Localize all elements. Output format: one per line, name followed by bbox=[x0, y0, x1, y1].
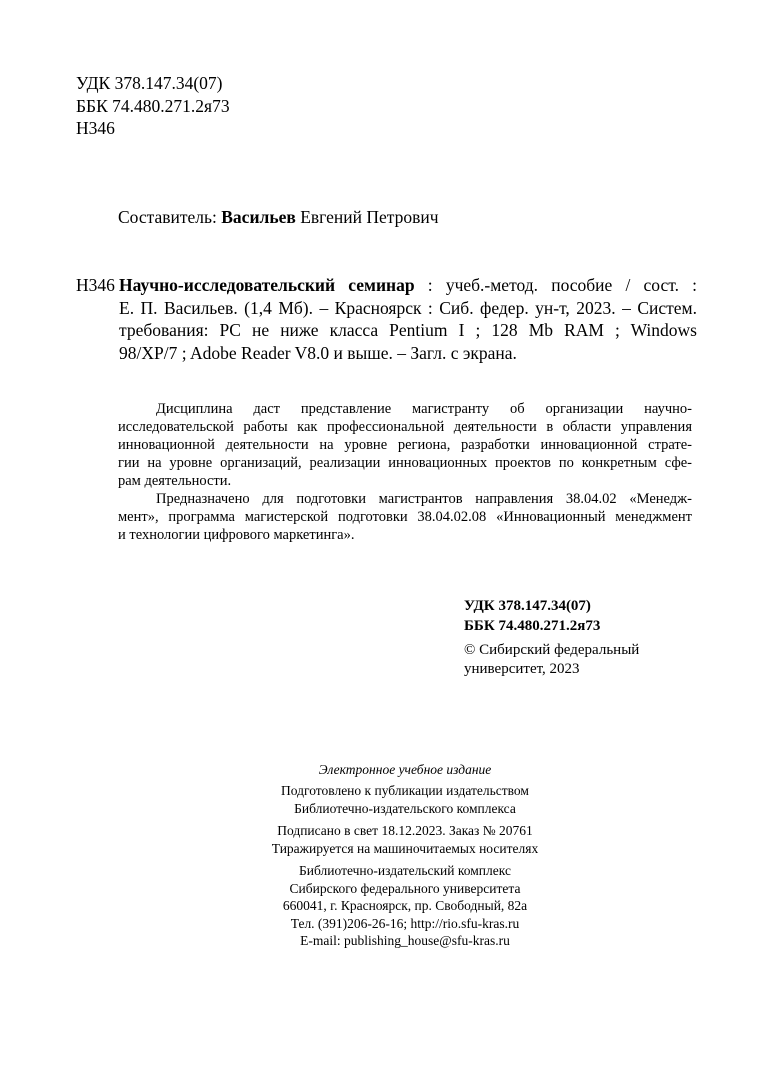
biblio-line-2: Е. П. Васильев. (1,4 Мб). – Красноярск : Сиб. федер. ун-т, 2023. – Систем. bbox=[119, 297, 697, 318]
biblio-line-3: требования: PC не ниже класса Pentium I ; 128 Mb RAM ; Windows bbox=[119, 320, 697, 340]
annotation-line: Дисциплина даст представление магистранту об организации научно- bbox=[156, 401, 692, 417]
annotation-line: Предназначено для подготовки магистрантов направления 38.04.02 «Менедж- bbox=[156, 491, 692, 507]
publisher-phone-url: Тел. (391)206-26-16; http://rio.sfu-kras.ru bbox=[290, 915, 520, 931]
copyright-notice: © Сибирский федеральный университет, 2023 bbox=[464, 642, 640, 677]
right-bbk-code: ББК 74.480.271.2я73 bbox=[464, 618, 601, 634]
biblio-body bbox=[119, 274, 697, 364]
book-title: Научно-исследовательский семинар bbox=[119, 275, 415, 295]
edition-type: Электронное учебное издание bbox=[318, 762, 492, 777]
annotation-line: рам деятельности. bbox=[118, 473, 232, 489]
udk-code: УДК 378.147.34(07) bbox=[76, 73, 223, 93]
annotation-line: мент», программа магистерской подготовки 38.04.02.08 «Инновационный менеджмент bbox=[118, 509, 692, 525]
composer-surname: Васильев bbox=[221, 207, 296, 227]
right-classification-codes bbox=[464, 596, 600, 636]
composer-name: Евгений Петрович bbox=[295, 207, 439, 227]
publisher-email: E-mail: publishing_house@sfu-kras.ru bbox=[300, 933, 510, 948]
biblio-line-1: Научно-исследовательский семинар : учеб.-метод. пособие / сост. : bbox=[119, 275, 697, 295]
annotation-line: инновационной деятельности на уровне региона, разработки инновационной страте- bbox=[118, 437, 692, 453]
biblio-author-sign: Н346 bbox=[76, 275, 115, 295]
publication-info: Подписано в свет 18.12.2023. Заказ № 20761 Тиражируется на машиночитаемых носителях bbox=[271, 823, 539, 856]
classification-codes bbox=[76, 72, 230, 140]
author-sign: Н346 bbox=[76, 118, 115, 138]
publisher-info: Библиотечно-издательский комплекс Сибирского федерального университета 660041, г. Красноярск, пр. Свободный, 82а Тел. (391)206-26-16; http://rio.sfu-kras.ru E-mail: publishing_house@sfu-kras.ru bbox=[190, 862, 620, 950]
bbk-code: ББК 74.480.271.2я73 bbox=[76, 95, 230, 116]
annotation-line: исследовательской работы как профессиональной деятельности в области управления bbox=[118, 419, 692, 435]
right-udk-code: УДК 378.147.34(07) bbox=[464, 598, 591, 614]
annotation bbox=[118, 400, 692, 544]
biblio-line-4: 98/XP/7 ; Adobe Reader V8.0 и выше. – Загл. с экрана. bbox=[119, 342, 517, 363]
composer-line bbox=[118, 206, 439, 228]
composer-label: Составитель: bbox=[118, 207, 222, 227]
annotation-line: и технологии цифрового маркетинга». bbox=[118, 527, 355, 543]
preparation-note: Подготовлено к публикации издательством Библиотечно-издательского комплекса bbox=[281, 783, 529, 816]
annotation-line: гии на уровне организаций, реализации инновационных проектов по конкретным сфе- bbox=[118, 455, 692, 471]
